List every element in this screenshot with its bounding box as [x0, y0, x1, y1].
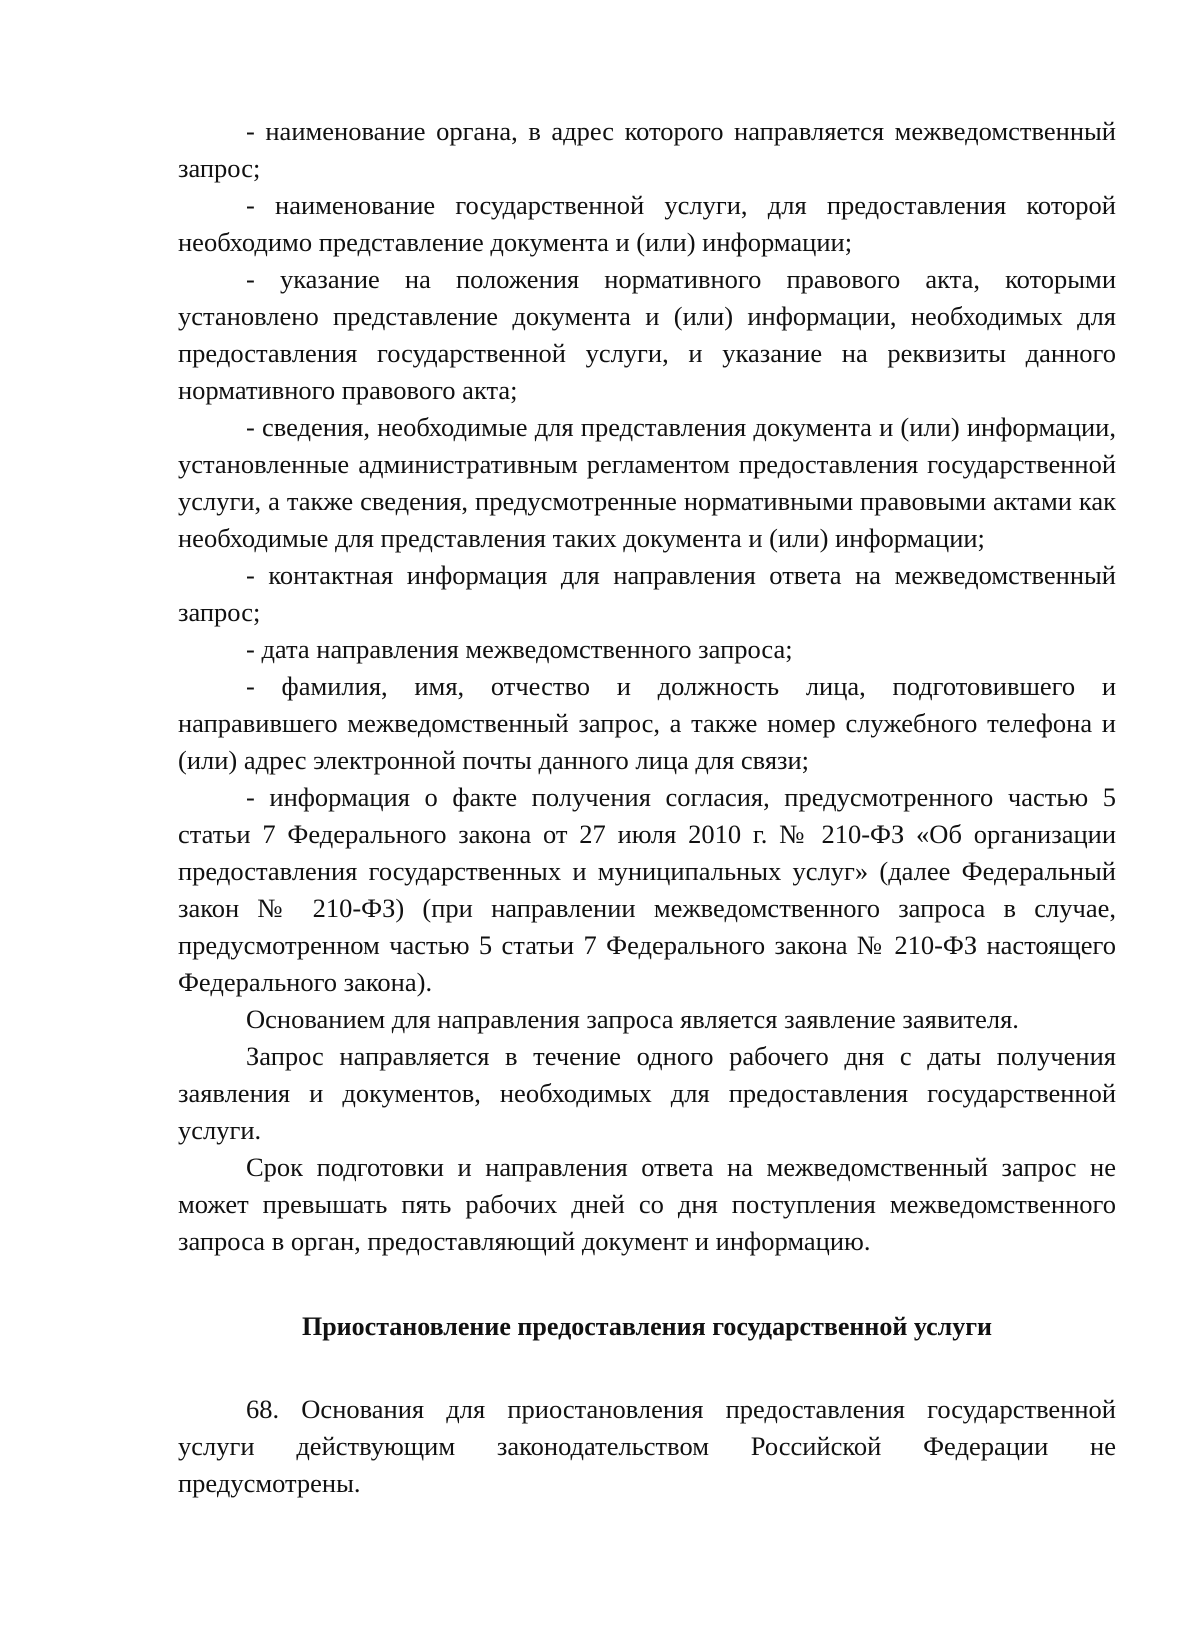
section-heading: Приостановление предоставления государственной услуги	[301, 1312, 992, 1341]
list-item-responsible-person: - фамилия, имя, отчество и должность лица, подготовившего и направившего межведомственный запрос, а также номер служебного телефона и (или) адрес электронной почты данного лица для связи;	[178, 671, 1116, 775]
list-item-contact-info: - контактная информация для направления ответа на межведомственный запрос;	[178, 560, 1116, 627]
paragraph-request-deadline: Запрос направляется в течение одного рабочего дня с даты получения заявления и документов, необходимых для предоставления государственной услуги.	[178, 1041, 1116, 1145]
list-item-required-info: - сведения, необходимые для представления документа и (или) информации, установленные административным регламентом предоставления государственной услуги, а также сведения, предусмотренные нормативными правовыми актами как необходимые для представления таких документа и (или) информации;	[178, 412, 1116, 553]
document-body	[178, 113, 1116, 1502]
paragraph-68: 68. Основания для приостановления предоставления государственной услуги действующим законодательством Российской Федерации не предусмотрены.	[178, 1394, 1116, 1498]
paragraph-response-deadline: Срок подготовки и направления ответа на межведомственный запрос не может превышать пять рабочих дней со дня поступления межведомственного запроса в орган, предоставляющий документ и информацию.	[178, 1152, 1116, 1256]
list-item-request-date: - дата направления межведомственного запроса;	[246, 634, 793, 664]
list-item-legal-act-reference: - указание на положения нормативного правового акта, которыми установлено представление документа и (или) информации, необходимых для предоставления государственной услуги, и указание на реквизиты данного нормативного правового акта;	[178, 264, 1116, 405]
list-item-service-name: - наименование государственной услуги, для предоставления которой необходимо представление документа и (или) информации;	[178, 190, 1116, 257]
list-item-recipient-agency: - наименование органа, в адрес которого направляется межведомственный запрос;	[178, 116, 1116, 183]
list-item-consent-info: - информация о факте получения согласия, предусмотренного частью 5 статьи 7 Федерального закона от 27 июля 2010 г. № 210-ФЗ «Об организации предоставления государственных и муниципальных услуг» (далее Федеральный закон № 210-ФЗ) (при направлении межведомственного запроса в случае, предусмотренном частью 5 статьи 7 Федерального закона № 210-ФЗ настоящего Федерального закона).	[178, 782, 1116, 997]
paragraph-request-basis: Основанием для направления запроса является заявление заявителя.	[246, 1004, 1019, 1034]
